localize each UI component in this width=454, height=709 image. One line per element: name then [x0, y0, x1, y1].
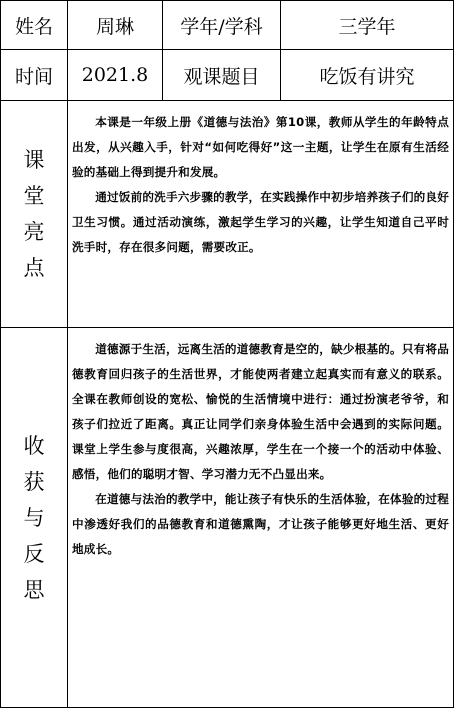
- highlights-label-char: 课: [23, 148, 45, 172]
- time-label: 时间: [1, 50, 68, 101]
- highlights-label-char: 堂: [23, 184, 45, 208]
- name-value: 周琳: [68, 1, 163, 50]
- reflection-label-char: 获: [23, 469, 45, 494]
- highlights-label-char: 亮: [23, 220, 45, 244]
- header-row-1: [1, 1, 454, 50]
- highlights-paragraph: 通过饭前的洗手六步骤的教学，在实践操作中初步培养孩子们的良好卫生习惯。通过活动演练，激起学生学习的兴趣，让学生知道自己平时洗手时，存在很多问题，需要改正。: [72, 190, 450, 254]
- highlights-row: [1, 101, 454, 328]
- highlights-content: [68, 101, 454, 328]
- reflection-label-char: 与: [23, 505, 45, 530]
- name-label: 姓名: [1, 1, 68, 50]
- highlights-label-char: 点: [23, 256, 45, 280]
- time-value: 2021.8: [68, 50, 163, 101]
- grade-subject-label: 学年/学科: [163, 1, 281, 50]
- lesson-topic-label: 观课题目: [163, 50, 281, 101]
- highlights-paragraph: 本课是一年级上册《道德与法治》第10课，教师从学生的年龄特点出发，从兴趣入手，针对“如何吃得好”这一主题，让学生在原有生活经验的基础上得到提升和发展。: [72, 115, 449, 179]
- reflection-paragraph: 在道德与法治的教学中，能让孩子有快乐的生活体验，在体验的过程中渗透好我们的品德教育和道德熏陶，才让孩子能够更好地生活、更好地成长。: [72, 492, 450, 556]
- header-row-2: [1, 50, 454, 101]
- lesson-topic-value: 吃饭有讲究: [281, 50, 454, 101]
- highlights-label: [1, 101, 68, 328]
- reflection-label-char: 收: [23, 433, 45, 458]
- reflection-paragraph: 道德源于生活，远离生活的道德教育是空的，缺少根基的。只有将品德教育回归孩子的生活世界，才能使两者建立起真实而有意义的联系。全课在教师创设的宽松、愉悦的生活情境中进行：通过扮演老爷爷，和孩子们拉近了距离。真正让同学们亲身体验生活中会遇到的实际问题。课堂上学生参与度很高，兴趣浓厚，学生在一个接一个的活动中体验、感悟，他们的聪明才智、学习潜力无不凸显出来。: [72, 342, 450, 481]
- reflection-content: [68, 328, 454, 708]
- reflection-row: [1, 328, 454, 708]
- reflection-label: [1, 328, 68, 708]
- reflection-label-char: 反: [23, 541, 45, 566]
- reflection-label-char: 思: [23, 577, 45, 602]
- grade-subject-value: 三学年: [281, 1, 454, 50]
